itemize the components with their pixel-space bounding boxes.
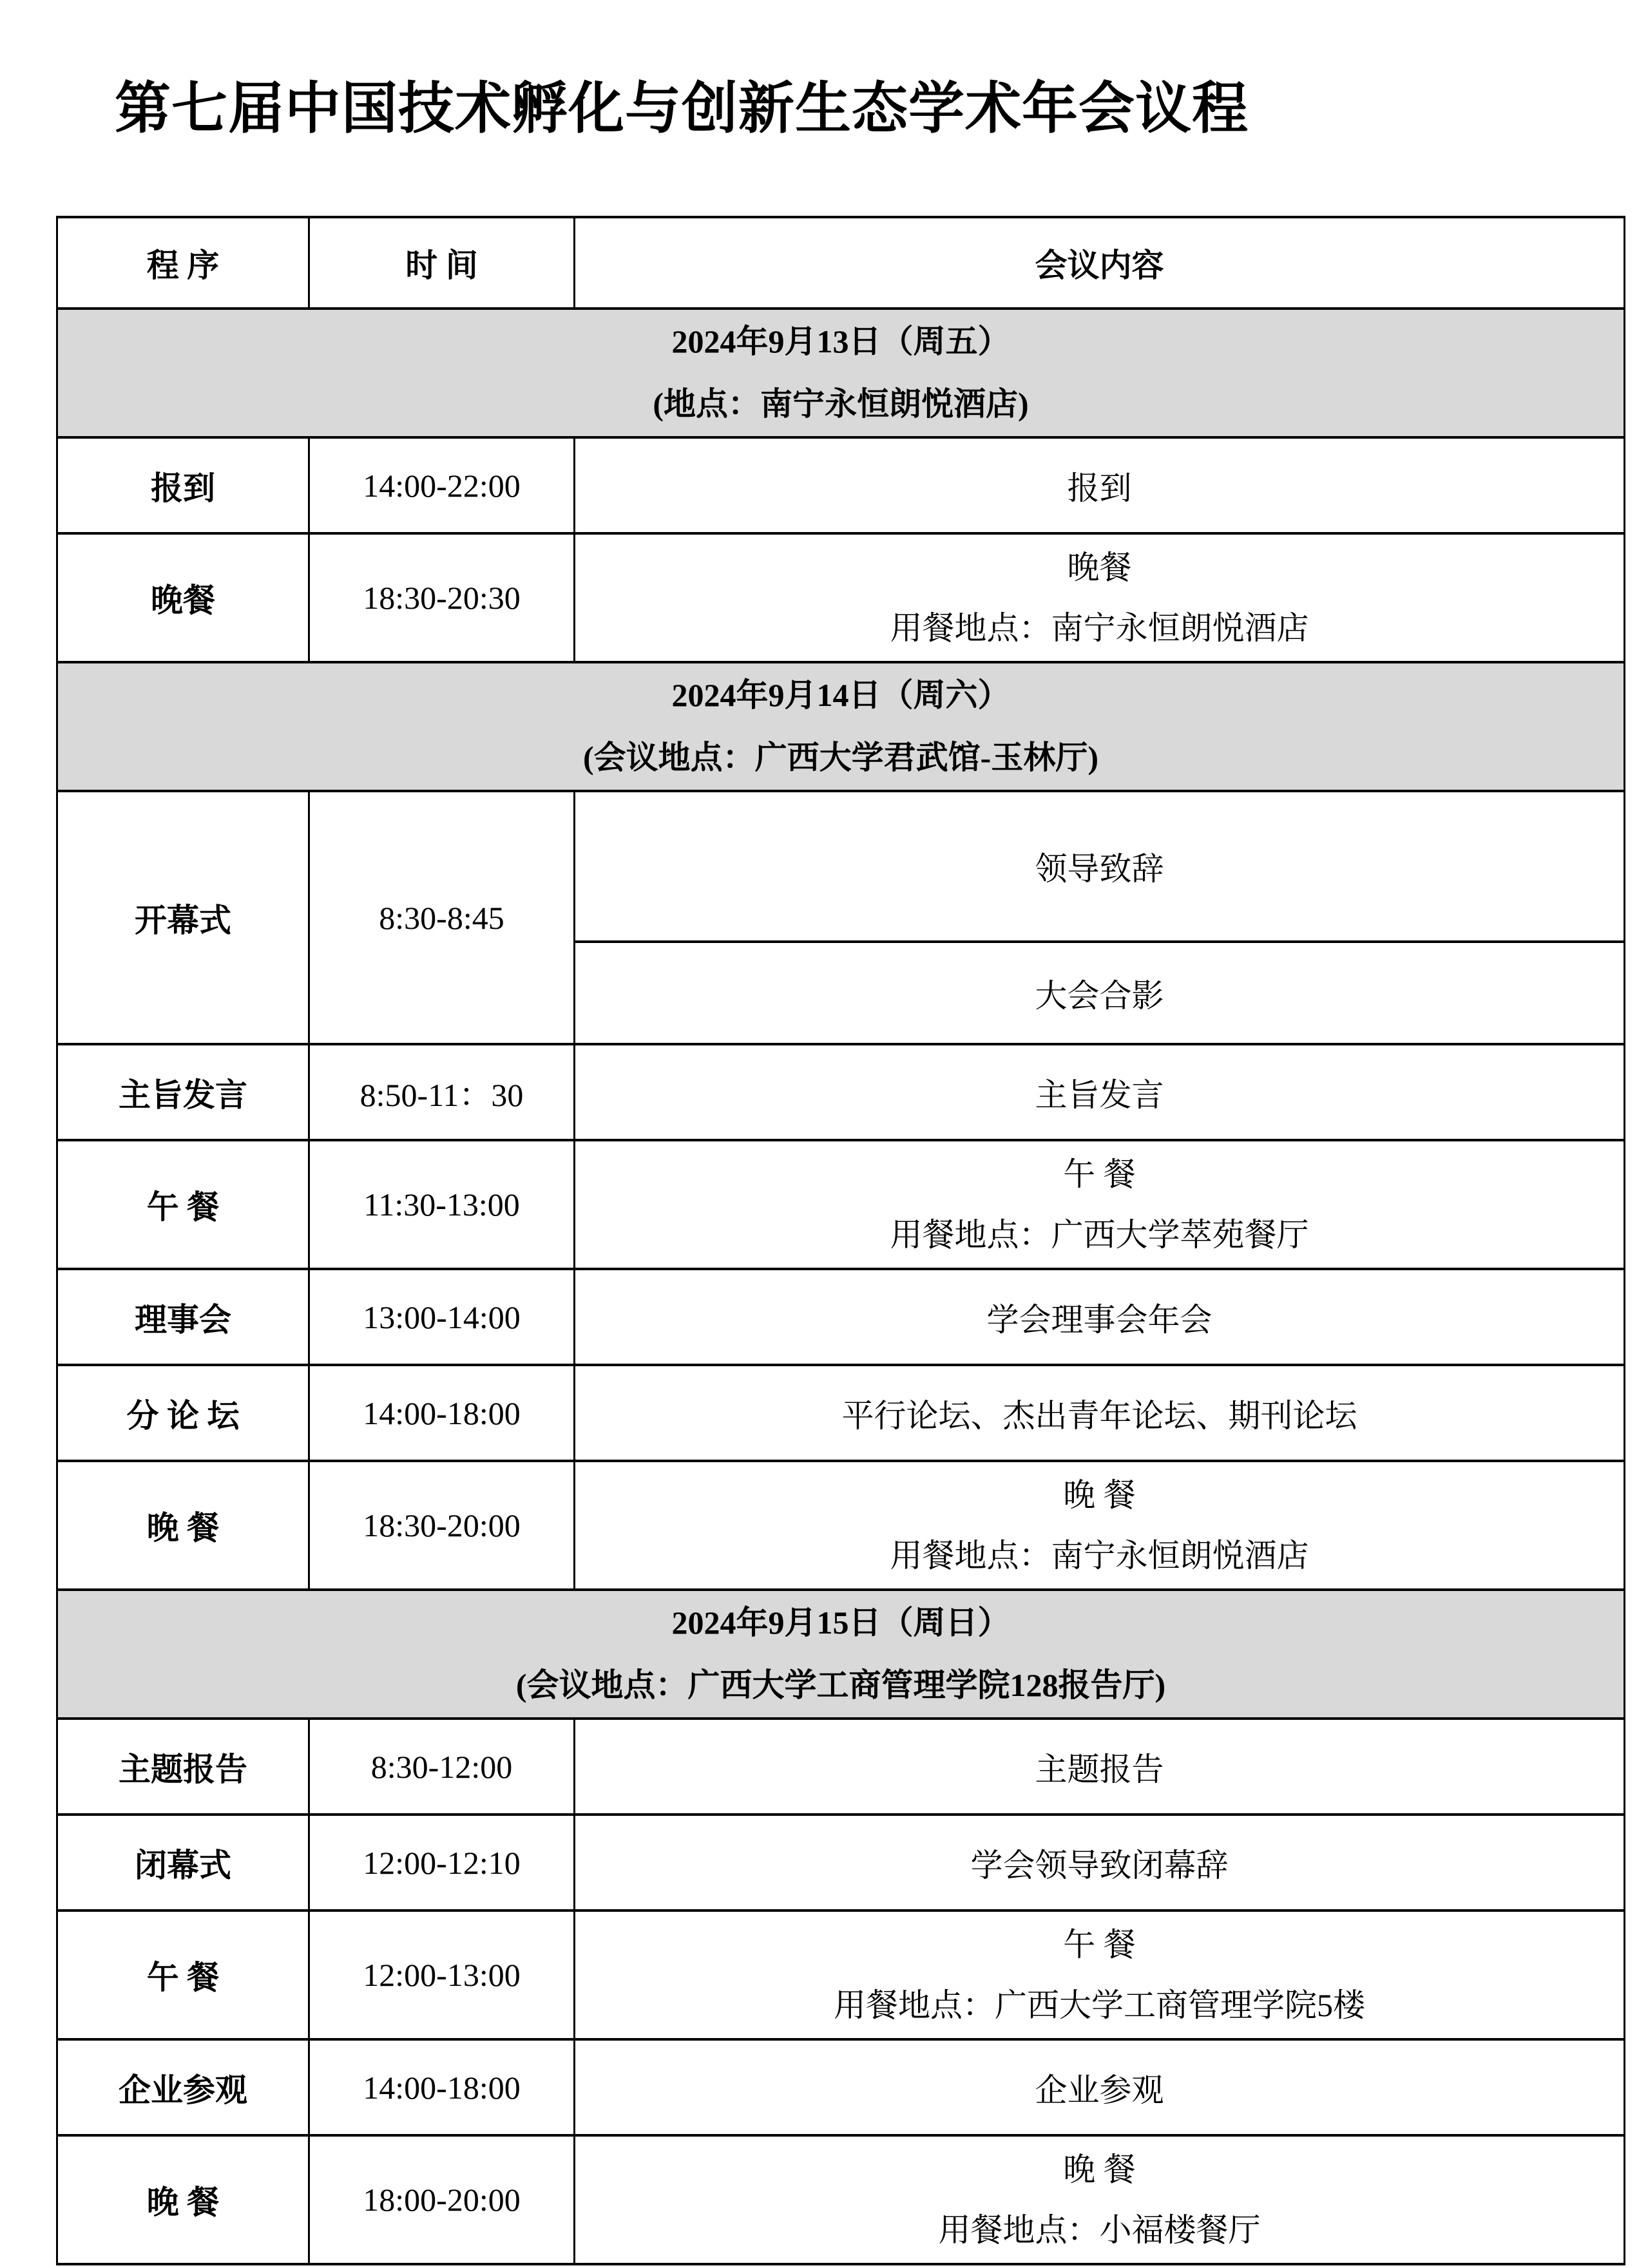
agenda-row xyxy=(57,1365,1625,1461)
agenda-row xyxy=(57,1719,1625,1815)
time-cell: 8:50-11：30 xyxy=(309,1044,575,1140)
date-band-row xyxy=(57,309,1625,437)
header-time: 时 间 xyxy=(309,217,575,309)
program-cell: 晚餐 xyxy=(57,533,309,662)
time-cell: 14:00-22:00 xyxy=(309,437,575,533)
program-cell: 晚 餐 xyxy=(57,1461,309,1590)
content-line: 用餐地点：广西大学萃苑餐厅 xyxy=(890,1217,1309,1253)
agenda-row xyxy=(57,1911,1625,2039)
program-cell: 理事会 xyxy=(57,1269,309,1365)
program-cell: 开幕式 xyxy=(57,791,309,1044)
agenda-row xyxy=(57,1044,1625,1140)
date-band-cell xyxy=(57,309,1625,437)
content-cell: 主题报告 xyxy=(575,1719,1625,1815)
time-cell: 14:00-18:00 xyxy=(309,1365,575,1461)
content-line: 午 餐 xyxy=(1063,1927,1136,1963)
content-cell xyxy=(575,2135,1625,2264)
agenda-row xyxy=(57,1461,1625,1590)
content-line: 午 餐 xyxy=(1063,1156,1136,1192)
content-line: 用餐地点：南宁永恒朗悦酒店 xyxy=(890,1538,1309,1574)
content-cell: 学会理事会年会 xyxy=(575,1269,1625,1365)
date-band-row xyxy=(57,1590,1625,1719)
date-band-row xyxy=(57,662,1625,791)
content-cell: 大会合影 xyxy=(575,942,1625,1044)
content-line: 晚 餐 xyxy=(1063,1477,1136,1513)
content-cell: 主旨发言 xyxy=(575,1044,1625,1140)
program-cell: 企业参观 xyxy=(57,2039,309,2135)
content-cell xyxy=(575,533,1625,662)
date-line: 2024年9月14日（周六） xyxy=(671,677,1010,713)
time-cell: 18:30-20:30 xyxy=(309,533,575,662)
content-cell: 领导致辞 xyxy=(575,791,1625,942)
header-content: 会议内容 xyxy=(575,217,1625,309)
content-line: 用餐地点：小福楼餐厅 xyxy=(938,2212,1261,2248)
time-cell: 8:30-8:45 xyxy=(309,791,575,1044)
time-cell: 12:00-12:10 xyxy=(309,1815,575,1911)
agenda-row xyxy=(57,2135,1625,2264)
time-cell: 8:30-12:00 xyxy=(309,1719,575,1815)
program-cell: 分 论 坛 xyxy=(57,1365,309,1461)
agenda-row xyxy=(57,791,1625,942)
page-title: 第七届中国技术孵化与创新生态学术年会议程 xyxy=(115,77,1249,140)
venue-line: (地点：南宁永恒朗悦酒店) xyxy=(653,386,1029,422)
content-cell: 平行论坛、杰出青年论坛、期刊论坛 xyxy=(575,1365,1625,1461)
header-row xyxy=(57,217,1625,309)
time-cell: 13:00-14:00 xyxy=(309,1269,575,1365)
program-cell: 闭幕式 xyxy=(57,1815,309,1911)
program-cell: 午 餐 xyxy=(57,1140,309,1269)
agenda-row xyxy=(57,437,1625,533)
agenda-row xyxy=(57,1140,1625,1269)
date-line: 2024年9月13日（周五） xyxy=(671,323,1010,359)
time-cell: 12:00-13:00 xyxy=(309,1911,575,2039)
agenda-row xyxy=(57,1269,1625,1365)
time-cell: 11:30-13:00 xyxy=(309,1140,575,1269)
program-cell: 主题报告 xyxy=(57,1719,309,1815)
date-band-cell xyxy=(57,1590,1625,1719)
program-cell: 晚 餐 xyxy=(57,2135,309,2264)
agenda-row xyxy=(57,1815,1625,1911)
venue-line: (会议地点：广西大学工商管理学院128报告厅) xyxy=(515,1667,1166,1703)
time-cell: 18:30-20:00 xyxy=(309,1461,575,1590)
content-cell: 学会领导致闭幕辞 xyxy=(575,1815,1625,1911)
venue-line: (会议地点：广西大学君武馆-玉林厅) xyxy=(583,739,1098,776)
content-line: 用餐地点：广西大学工商管理学院5楼 xyxy=(834,1987,1365,2023)
content-line: 晚 餐 xyxy=(1063,2151,1136,2187)
program-cell: 报到 xyxy=(57,437,309,533)
content-cell xyxy=(575,1461,1625,1590)
content-line: 晚餐 xyxy=(1067,549,1132,586)
agenda-table xyxy=(56,216,1625,2265)
agenda-row xyxy=(57,2039,1625,2135)
content-cell: 报到 xyxy=(575,437,1625,533)
agenda-row xyxy=(57,533,1625,662)
date-line: 2024年9月15日（周日） xyxy=(671,1605,1010,1641)
time-cell: 18:00-20:00 xyxy=(309,2135,575,2264)
content-cell xyxy=(575,1140,1625,1269)
time-cell: 14:00-18:00 xyxy=(309,2039,575,2135)
date-band-cell xyxy=(57,662,1625,791)
program-cell: 主旨发言 xyxy=(57,1044,309,1140)
content-line: 用餐地点：南宁永恒朗悦酒店 xyxy=(890,610,1309,646)
content-cell xyxy=(575,1911,1625,2039)
header-program: 程 序 xyxy=(57,217,309,309)
content-cell: 企业参观 xyxy=(575,2039,1625,2135)
program-cell: 午 餐 xyxy=(57,1911,309,2039)
